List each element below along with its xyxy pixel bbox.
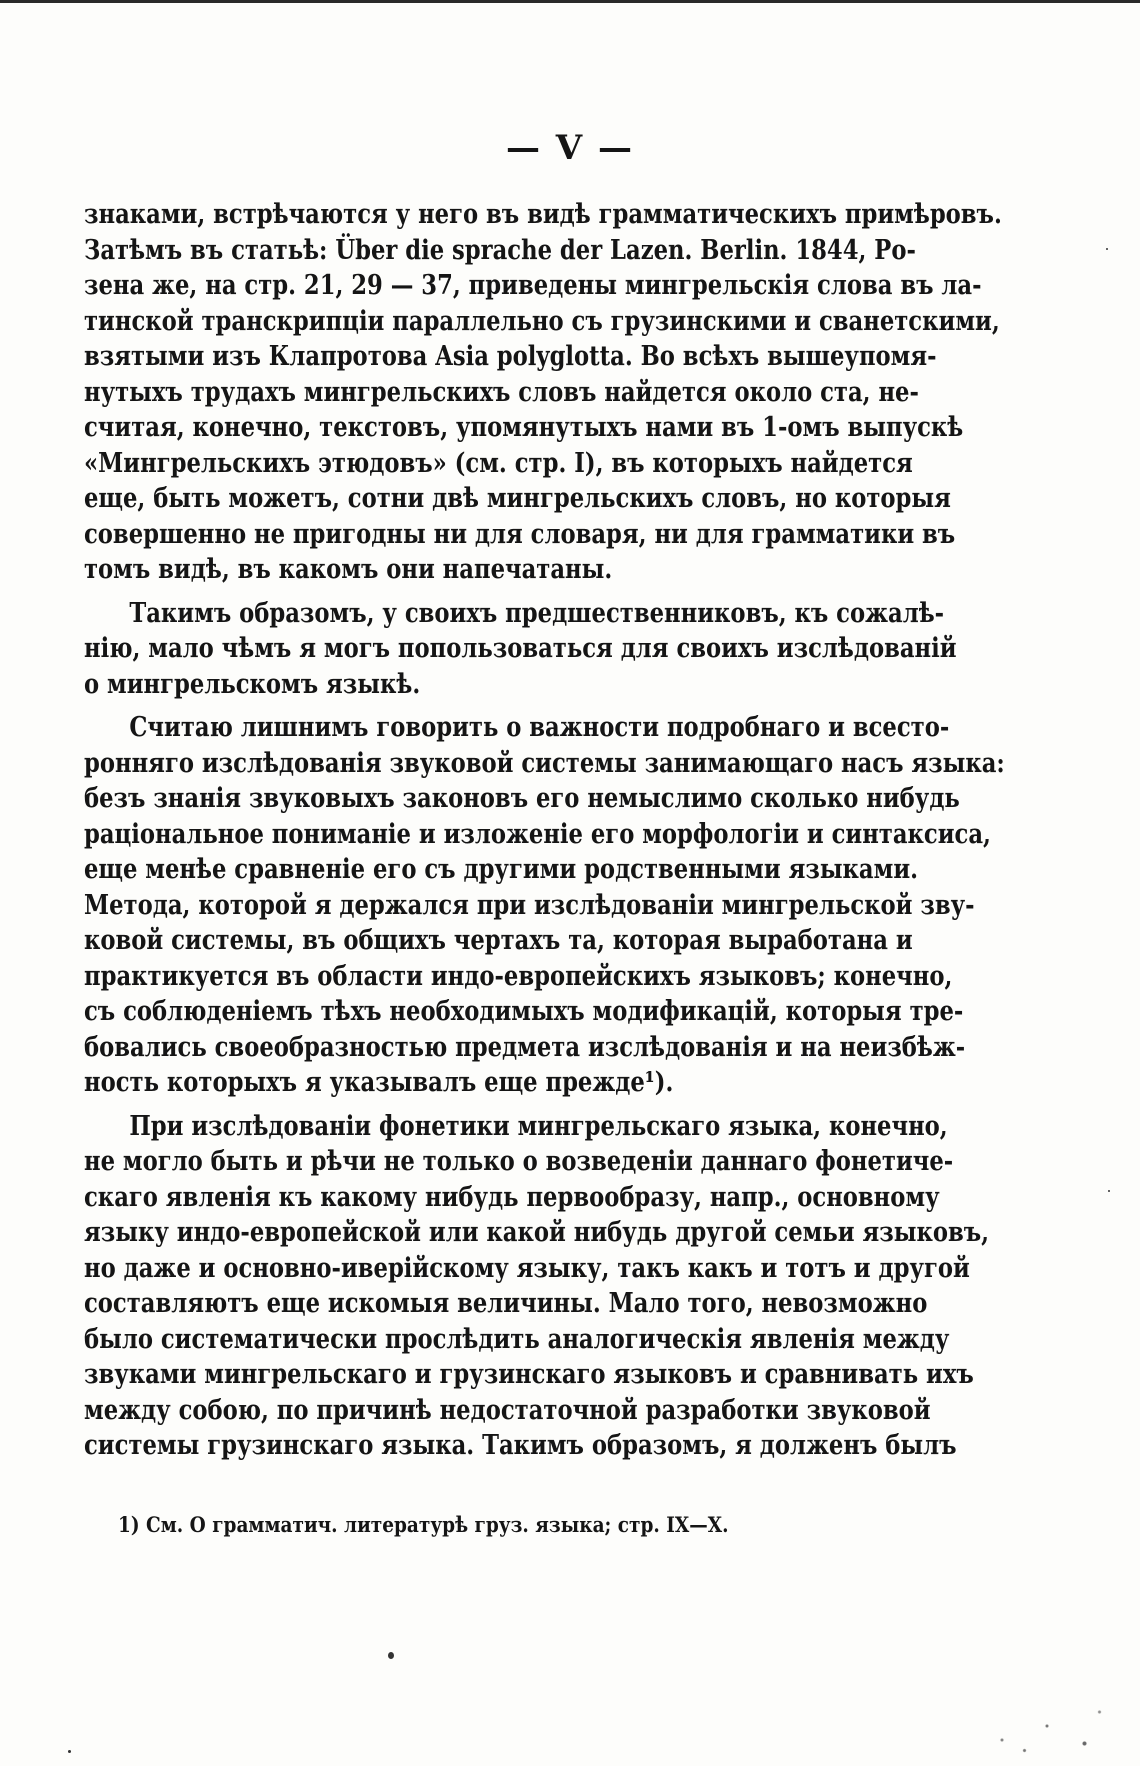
text-line: еще, быть можетъ, сотни двѣ мингрельскихъ словъ, но которыя xyxy=(84,483,951,514)
text-line: раціональное пониманіе и изложеніе его морфологіи и синтаксиса, xyxy=(84,818,991,850)
text-line: еще менѣе сравненіе его съ другими родственными языками. xyxy=(84,854,919,885)
text-line: совершенно не пригодны ни для словаря, ни для грамматики въ xyxy=(84,518,956,550)
text-line: но даже и основно-иверійскому языку, такъ какъ и тотъ и другой xyxy=(84,1252,970,1284)
scan-noise xyxy=(972,1684,1122,1754)
ink-speck xyxy=(1106,248,1108,250)
text-line: ронняго изслѣдованія звуковой системы занимающаго насъ языка: xyxy=(84,747,1005,779)
text-line: томъ видѣ, въ какомъ они напечатаны. xyxy=(84,554,613,585)
text-line: системы грузинскаго языка. Такимъ образомъ, я долженъ былъ xyxy=(84,1430,957,1461)
text-line: нію, мало чѣмъ я могъ попользоваться для своихъ изслѣдованій xyxy=(84,633,957,664)
paragraph-gap xyxy=(84,702,894,710)
text-line: При изслѣдованіи фонетики мингрельскаго языка, конечно, xyxy=(129,1110,948,1142)
text-line: взятыми изъ Клапротова Asia polyglotta. Во всѣхъ вышеупомя- xyxy=(84,341,937,372)
text-line: между собою, по причинѣ недостаточной разработки звуковой xyxy=(84,1394,931,1426)
text-line: было систематически прослѣдить аналогическія явленія между xyxy=(84,1323,950,1355)
text-line: языку индо-европейской или какой нибудь другой семьи языковъ, xyxy=(84,1217,990,1248)
text-line: безъ знанія звуковыхъ законовъ его немыслимо сколько нибудь xyxy=(84,783,960,814)
text-line: нутыхъ трудахъ мингрельскихъ словъ найдется около ста, не- xyxy=(84,376,919,408)
paragraph-gap xyxy=(84,588,894,596)
text-line: ковой системы, въ общихъ чертахъ та, которая выработана и xyxy=(84,925,913,956)
text-line: считая, конечно, текстовъ, упомянутыхъ нами въ 1-омъ выпускѣ xyxy=(84,412,964,443)
text-line: Метода, которой я держался при изслѣдованіи мингрельской зву- xyxy=(84,889,975,921)
body-text xyxy=(84,197,1005,1464)
text-line: Считаю лишнимъ говорить о важности подробнаго и всесто- xyxy=(129,712,950,743)
text-line: съ соблюденіемъ тѣхъ необходимыхъ модификацій, которыя тре- xyxy=(84,996,964,1027)
text-line: зена же, на стр. 21, 29 — 37, приведены мингрельскія слова въ ла- xyxy=(84,270,982,301)
text-line: Такимъ образомъ, у своихъ предшественниковъ, къ сожалѣ- xyxy=(129,597,945,629)
paragraph-gap xyxy=(84,1101,894,1109)
text-line: звуками мингрельскаго и грузинскаго языковъ и сравнивать ихъ xyxy=(84,1359,974,1390)
top-rule xyxy=(0,0,1140,3)
ink-speck xyxy=(1108,1190,1110,1192)
page-number: — V — xyxy=(505,128,635,168)
text-line: «Мингрельскихъ этюдовъ» (см. стр. I), въ которыхъ найдется xyxy=(84,447,913,479)
ink-speck xyxy=(68,1750,71,1753)
text-line: не могло быть и рѣчи не только о возведеніи даннаго фонетиче- xyxy=(84,1146,954,1177)
text-line: тинской транскрипціи параллельно съ грузинскими и сванетскими, xyxy=(84,305,1000,337)
text-line: знаками, встрѣчаются у него въ видѣ грамматическихъ примѣровъ. xyxy=(84,199,1002,230)
text-line: о мингрельскомъ языкѣ. xyxy=(84,668,421,700)
footnote: 1) См. О грамматич. литературѣ груз. языка; стр. IX—X. xyxy=(118,1512,729,1537)
text-line: составляютъ еще искомыя величины. Мало того, невозможно xyxy=(84,1288,928,1319)
ink-speck xyxy=(388,1652,394,1659)
text-line: Затѣмъ въ статьѣ: Über die sprache der Lazen. Berlin. 1844, Ро- xyxy=(84,234,916,266)
text-line: практикуется въ области индо-европейскихъ языковъ; конечно, xyxy=(84,960,953,992)
text-line: ность которыхъ я указывалъ еще прежде¹). xyxy=(84,1067,674,1098)
text-line: бовались своеобразностью предмета изслѣдованія и на неизбѣж- xyxy=(84,1031,966,1063)
text-line: скаго явленія къ какому нибудь первообразу, напр., основному xyxy=(84,1181,940,1213)
